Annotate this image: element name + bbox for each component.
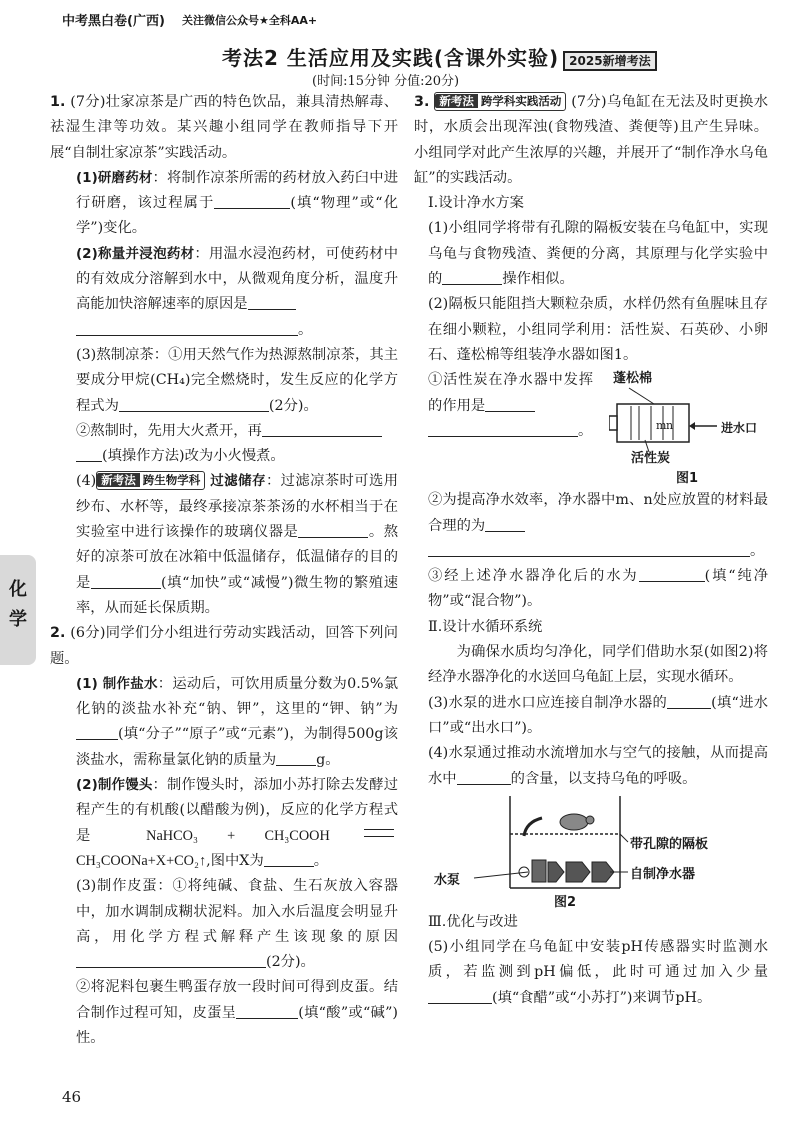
q1-part4 [50,469,398,621]
q2-equation-left: NaHCO₃ + CH₃COOH [146,827,330,844]
figure-2-pump-system [414,792,768,910]
q1-part4-heading: 过滤储存 [210,473,266,490]
q2-part1-unit: g。 [316,751,340,768]
q1-part3b-tail: (填操作方法)改为小火慢煮。 [102,448,285,465]
q3-blank-2c[interactable] [639,565,705,582]
q1-part4-text: ：过滤凉茶时可选用纱布、水杯等，最终承接凉茶茶汤的水杯相当于在实验室中进行该操作的玻璃仪器是 [76,473,399,541]
q1-intro-text: (7分)壮家凉茶是广西的特色饮品，兼具清热解毒、祛湿生津等功效。某兴趣小组同学在教师指导下开展“自制壮家凉茶”实践活动。 [50,94,398,161]
fig1-label-cotton: 蓬松棉 [613,371,653,387]
q1-part3b [50,419,398,470]
side-tab-char-2: 学 [9,609,27,630]
promo-text: 关注微信公众号★全科AA+ [182,14,318,27]
q3-blank-1[interactable] [442,268,502,285]
q1-blank-3b-2[interactable] [76,445,102,462]
q2-part1-heading: (1) 制作盐水 [76,675,158,692]
q3-part1-tail: 操作相似。 [502,271,574,288]
q1-blank-4a[interactable] [298,521,368,538]
q3-badge [434,92,566,111]
time-score-meta: (时间:15分钟 分值:20分) [312,74,460,89]
q3-blank-4[interactable] [457,768,511,785]
figure-1-water-purifier [609,368,769,470]
q2-part1 [50,672,398,773]
q1-intro [50,90,398,166]
fig1-label-m: m [656,419,667,433]
q1-part4-badge [96,471,205,490]
q2-part2-text: ：制作馒头时，添加小苏打除去发酵过程产生的有机酸(以醋酸为例)，反应的化学方程式是 [76,777,398,844]
q3-new-method-badge: 新考法 [435,94,478,108]
q1-part1-tail: (填“物理”或“化学”)变化。 [76,195,398,237]
q2-part2 [50,773,398,874]
q1-blank-1[interactable] [214,192,290,209]
q3-blank-5[interactable] [428,987,492,1004]
q1-part3b-text: ②熬制时，先用大火煮开，再 [76,422,262,439]
fig1-label-n: n [666,419,674,433]
q3-blank-2a-2[interactable] [428,420,578,437]
fig1-label-inlet: 进水口 [721,421,758,436]
q1-blank-2a[interactable] [248,293,296,310]
q3-part2c-text: ③经上述净水器净化后的水为 [428,568,639,585]
q1-blank-2b[interactable] [76,319,298,336]
q3-blank-3[interactable] [667,692,711,709]
q1-part1-heading: (1)研磨药材 [76,169,153,186]
q1-part2-heading: (2)称量并浸泡药材 [76,245,195,262]
q3-part2b [414,488,768,564]
q3-part2a-text: ①活性炭在净水器中发挥的作用是 [428,372,593,414]
page-title: 考法2 生活应用及实践(含课外实验) [222,46,560,70]
q2-part3b-tail: (填“酸”或“碱”)性。 [76,1004,398,1046]
q3-part4-tail: 的含量，以支持乌龟的呼吸。 [510,770,697,787]
q2-part1-mid: (填“分子”“原子”或“元素”)，为制得500g该淡盐水，需称量氯化钠的质量为 [76,726,398,768]
q3-part2: (2)隔板只能阻挡大颗粒杂质，水样仍然有鱼腥味且存在细小颗粒，小组同学利用：活性炭、石英砂、小卵石、蓬松棉等组装净水器如图1。 [428,296,768,363]
q3-part2c [414,564,768,615]
q3-blank-2b-2[interactable] [428,540,750,557]
q2-blank-1b[interactable] [276,749,316,766]
q2-part2-tail: ,图中X为 [206,852,264,869]
q1-part1 [50,166,398,242]
fig1-caption: 图1 [675,471,698,487]
q3-part4-text: (4)水泵通过推动水流增加水与空气的接触，从而提高水中 [428,745,768,787]
fig2-caption: 图2 [554,894,577,910]
cross-subject-badge: 跨生物学科 [142,473,201,488]
equation-equals-sign [364,829,394,837]
q3-cross-practice-badge: 跨学科实践活动 [480,94,562,108]
q2-intro [50,621,398,672]
q1-part2-text: ：用温水浸泡药材，可使药材中的有效成分溶解到水中，从微观角度分析，温度升高能加快溶解速率的原因是 [76,245,399,313]
q1-part3a [50,343,398,419]
q3-number: 3. [414,94,430,110]
q3-part3-tail: (填“进水口”或“出水口”)。 [428,694,769,736]
new-method-badge: 新考法 [97,473,140,487]
q3-section2: Ⅱ.设计水循环系统 [428,618,543,635]
q3-part1 [414,216,768,292]
q1-number: 1. [50,94,66,110]
series-title: 中考黑白卷(广西) [62,14,165,29]
fig2-label-filter: 自制净水器 [630,866,696,882]
q2-blank-3[interactable] [76,951,266,968]
q3-part4 [414,741,768,792]
q2-blank-1a[interactable] [76,723,118,740]
q3-part5-tail: (填“食醋”或“小苏打”)来调节pH。 [492,989,712,1006]
q2-part3b-text: ②将泥料包裹生鸭蛋存放一段时间可得到皮蛋。结合制作过程可知，皮蛋呈 [76,979,398,1021]
q3-part1-text: (1)小组同学将带有孔隙的隔板安装在乌龟缸中，实现乌龟与食物残渣、粪便的分离，其原理与化学实验中的 [428,220,768,288]
q1-part1-text: ：将制作凉茶所需的药材放入药臼中进行研磨，该过程属于 [76,169,398,212]
q3-part3-text: (3)水泵的进水口应连接自制净水器的 [428,694,668,711]
q2-part2-end: 。 [313,852,329,869]
q3-section3: Ⅲ.优化与改进 [428,913,518,930]
q1-part2-tail: 。 [298,321,313,338]
q3-part3-intro: 为确保水质均匀净化，同学们借助水泵(如图2)将经净水器净化的水送回乌龟缸上层，实现水循环。 [428,644,768,686]
q2-blank-3b[interactable] [236,1002,298,1019]
q3-blank-2b-1[interactable] [485,515,525,532]
q3-part2a-with-figure [414,368,768,470]
q2-part3-text: (3)制作皮蛋：①将纯碱、食盐、生石灰放入容器中，加水调制成糊状泥料。加入水后温度会明显升高，用化学方程式解释产生该现象的原因 [76,878,398,945]
q1-part3a-text: (3)熬制凉茶：①用天然气作为热源熬制凉茶，其主要成分甲烷(CH₄)完全燃烧时，发生反应的化学方程式为 [76,346,398,414]
q1-part3a-tail: (2分)。 [268,397,318,414]
subject-side-tab [0,555,36,665]
q1-blank-3b-1[interactable] [262,420,382,437]
q3-part2b-text: ②为提高净水效率，净水器中m、n处应放置的材料最合理的为 [428,492,768,534]
q2-part3b [50,975,398,1051]
q3-blank-2a-1[interactable] [485,395,535,412]
new-exam-tag: 2025新增考法 [563,51,656,71]
q3-part3 [414,691,768,742]
q3-part2a-tail: 。 [578,422,593,439]
q2-intro-text: (6分)同学们分小组进行劳动实践活动，回答下列问题。 [50,625,398,667]
side-tab-char-1: 化 [9,579,27,600]
q2-number: 2. [50,625,66,642]
q2-part1-text: ：运动后，可饮用质量分数为0.5%氯化钠的淡盐水补充“钠、钾”，这里的“钾、钠”为 [76,675,398,718]
q1-blank-3a[interactable] [119,395,269,412]
q1-part2 [50,242,398,343]
q3-part2b-tail: 。 [750,542,765,559]
q1-part4-tail: (填“加快”或“减慢”)微生物的繁殖速率，从而延长保质期。 [76,574,399,616]
q1-blank-4b[interactable] [91,572,161,589]
q1-part4-mid: 。熬好的凉茶可放在冰箱中低温储存，低温储存的目的是 [76,524,399,591]
q2-part3-tail: (2分)。 [266,954,315,971]
q3-part2c-tail: (填“纯净物”或“混合物”)。 [428,568,769,610]
fig1-label-carbon: 活性炭 [631,451,671,467]
left-column [50,90,398,1051]
q3-part5-text: (5)小组同学在乌龟缸中安装pH传感器实时监测水质，若监测到pH偏低，此时可通过加入少量 [428,939,768,981]
q3-intro-text: (7分)乌龟缸在无法及时更换水时，水质会出现浑浊(食物残渣、粪便等)且产生异味。小组同学对此产生浓厚的兴趣，并展开了“制作净水乌龟缸”的实践活动。 [414,94,769,186]
q2-blank-2[interactable] [264,850,314,867]
q1-part4-prefix: (4) [76,473,97,490]
q2-part2-heading: (2)制作馒头 [76,777,153,794]
right-column [414,90,768,1011]
fig2-label-pump: 水泵 [434,872,461,888]
q3-part5 [414,935,768,1011]
fig2-label-board: 带孔隙的隔板 [630,836,709,852]
fig2-drawing [414,792,768,902]
q3-intro [414,90,768,191]
q3-part2a [428,368,593,444]
q3-section1: Ⅰ.设计净水方案 [428,195,524,212]
page-number: 46 [62,1088,82,1106]
q2-part3 [50,874,398,975]
page-title-block [222,42,657,71]
q2-equation-right: CH₃COONa+X+CO₂↑ [76,852,207,869]
